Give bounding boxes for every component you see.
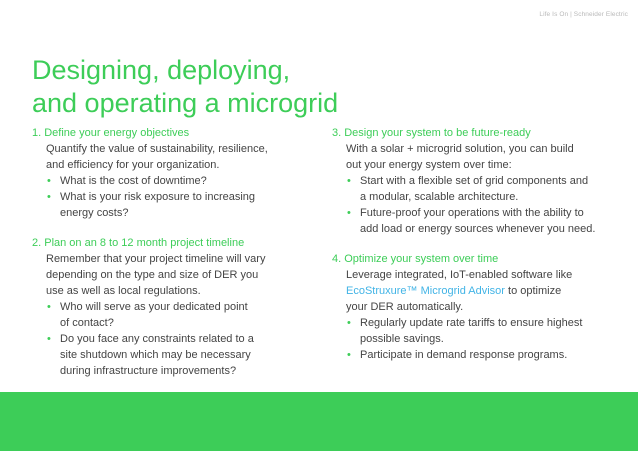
section-body-line bbox=[332, 283, 632, 299]
bullet-text: during infrastructure improvements? bbox=[60, 365, 237, 377]
bullet-item bbox=[46, 331, 332, 379]
bullet-icon: • bbox=[47, 301, 51, 313]
bullet-text: Who will serve as your dedicated point bbox=[60, 301, 248, 313]
left-column bbox=[32, 125, 332, 393]
bullet-icon: • bbox=[347, 175, 351, 187]
bullet-item bbox=[346, 205, 632, 237]
footer-band bbox=[0, 392, 638, 451]
bullet-list bbox=[32, 299, 332, 379]
bullet-text: a modular, scalable architecture. bbox=[360, 191, 519, 203]
brand-tagline: Life Is On | Schneider Electric bbox=[539, 11, 628, 18]
bullet-text: Future-proof your operations with the ability to bbox=[360, 207, 584, 219]
page-title-line-2: and operating a microgrid bbox=[32, 88, 339, 119]
bullet-icon: • bbox=[47, 191, 51, 203]
bullet-text: Start with a flexible set of grid components and bbox=[360, 175, 589, 187]
section-body-line: depending on the type and size of DER you bbox=[46, 269, 259, 281]
bullet-list bbox=[332, 315, 632, 363]
section-heading: 2. Plan on an 8 to 12 month project timeline bbox=[32, 237, 245, 249]
bullet-item bbox=[46, 173, 332, 189]
bullet-text: energy costs? bbox=[60, 207, 129, 219]
right-column bbox=[332, 125, 632, 377]
bullet-text: of contact? bbox=[60, 317, 114, 329]
section-heading: 3. Design your system to be future-ready bbox=[332, 127, 531, 139]
bullet-icon: • bbox=[347, 207, 351, 219]
bullet-icon: • bbox=[347, 349, 351, 361]
bullet-text: add load or energy sources whenever you need. bbox=[360, 223, 596, 235]
section-plan-timeline bbox=[32, 235, 332, 379]
bullet-icon: • bbox=[47, 175, 51, 187]
section-optimize-system bbox=[332, 251, 632, 363]
section-body-line: out your energy system over time: bbox=[346, 159, 512, 171]
section-define-objectives bbox=[32, 125, 332, 221]
section-body-line: Remember that your project timeline will vary bbox=[46, 253, 266, 265]
microgrid-advisor-link[interactable]: EcoStruxure™ Microgrid Advisor bbox=[346, 285, 505, 297]
bullet-text: What is the cost of downtime? bbox=[60, 175, 207, 187]
section-body-line: With a solar + microgrid solution, you can build bbox=[346, 143, 574, 155]
bullet-text: Participate in demand response programs. bbox=[360, 349, 568, 361]
section-body-line: your DER automatically. bbox=[346, 301, 464, 313]
section-body-line: use as well as local regulations. bbox=[46, 285, 201, 297]
page-title bbox=[32, 54, 592, 120]
bullet-text: Do you face any constraints related to a bbox=[60, 333, 254, 345]
bullet-list bbox=[32, 173, 332, 221]
bullet-item bbox=[46, 299, 332, 331]
section-body-text: to optimize bbox=[504, 285, 562, 297]
bullet-text: What is your risk exposure to increasing bbox=[60, 191, 256, 203]
page-title-line-1: Designing, deploying, bbox=[32, 55, 291, 86]
section-body-line: and efficiency for your organization. bbox=[46, 159, 220, 171]
bullet-item bbox=[346, 347, 632, 363]
section-body-line: Quantify the value of sustainability, resilience, bbox=[46, 143, 268, 155]
bullet-icon: • bbox=[47, 333, 51, 345]
bullet-list bbox=[332, 173, 632, 237]
section-heading: 1. Define your energy objectives bbox=[32, 127, 190, 139]
bullet-item bbox=[346, 173, 632, 205]
bullet-text: Regularly update rate tariffs to ensure highest bbox=[360, 317, 583, 329]
bullet-text: site shutdown which may be necessary bbox=[60, 349, 251, 361]
bullet-icon: • bbox=[347, 317, 351, 329]
section-heading: 4. Optimize your system over time bbox=[332, 253, 499, 265]
section-design-system bbox=[332, 125, 632, 237]
section-body-line: Leverage integrated, IoT-enabled software like bbox=[346, 269, 573, 281]
bullet-item bbox=[46, 189, 332, 221]
bullet-item bbox=[346, 315, 632, 347]
bullet-text: possible savings. bbox=[360, 333, 444, 345]
